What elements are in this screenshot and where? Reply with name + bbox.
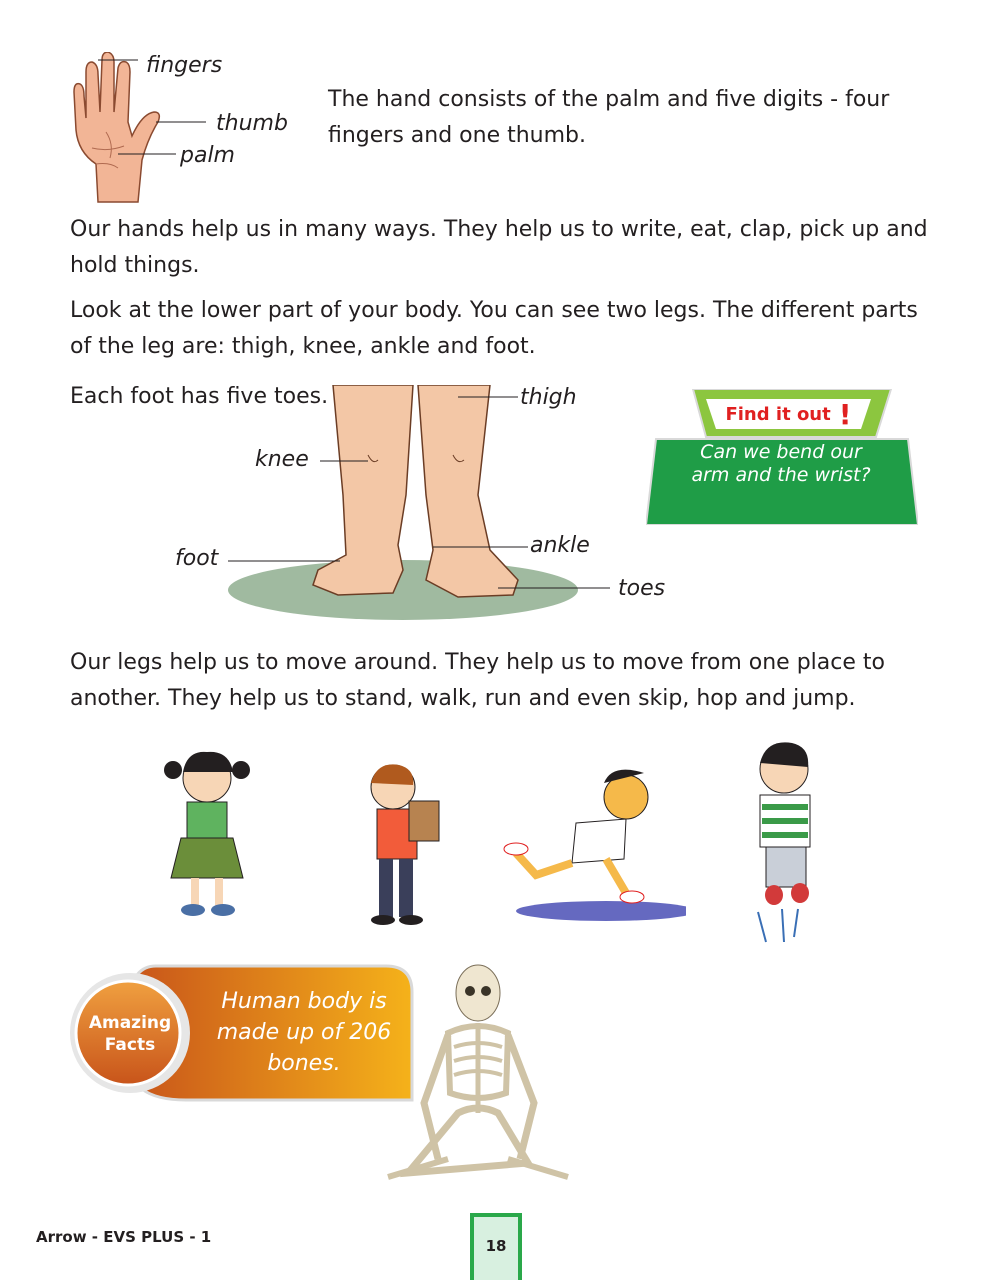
label-fingers: fingers [146,53,223,78]
skeleton-illustration [378,963,580,1195]
label-palm: palm [180,143,235,168]
label-ankle: ankle [530,533,590,558]
page-number: 18 [470,1213,522,1280]
book-title-footer: Arrow - EVS PLUS - 1 [36,1228,212,1246]
boy-running-illustration [496,763,686,923]
boy-walking-illustration [343,757,447,927]
legs-illustration [228,385,628,623]
label-thumb: thumb [216,111,288,136]
boy-jumping-illustration [738,737,848,945]
hand-description: The hand consists of the palm and five digits - four fingers and one thumb. [328,87,890,148]
amazing-facts-badge: Amazing Facts [88,1013,172,1055]
paragraph-hands-help: Our hands help us in many ways. They help us to write, eat, clap, pick up and hold things. [70,217,928,278]
label-thigh: thigh [520,385,577,410]
paragraph-toes: Each foot has five toes. [70,384,329,409]
amazing-facts-text: Human body is made up of 206 bones. [216,989,392,1076]
find-it-out-title [706,390,871,438]
label-toes: toes [618,576,666,601]
girl-standing-illustration [157,742,257,918]
amazing-facts-box [66,960,416,1104]
label-knee: knee [255,447,309,472]
find-it-out-title-text: Find it out [725,403,831,425]
exclamation-icon: ! [838,397,852,431]
find-it-out-question: Can we bend our arm and the wrist? [691,441,871,486]
find-it-out-box [646,389,918,525]
paragraph-lower-body: Look at the lower part of your body. You can see two legs. The different parts of the leg are: thigh, knee, ankle and foot. [70,298,918,359]
label-foot: foot [175,546,219,571]
paragraph-legs-help: Our legs help us to move around. They help us to move from one place to another. They help us to stand, walk, run and even skip, hop and jump. [70,650,885,711]
